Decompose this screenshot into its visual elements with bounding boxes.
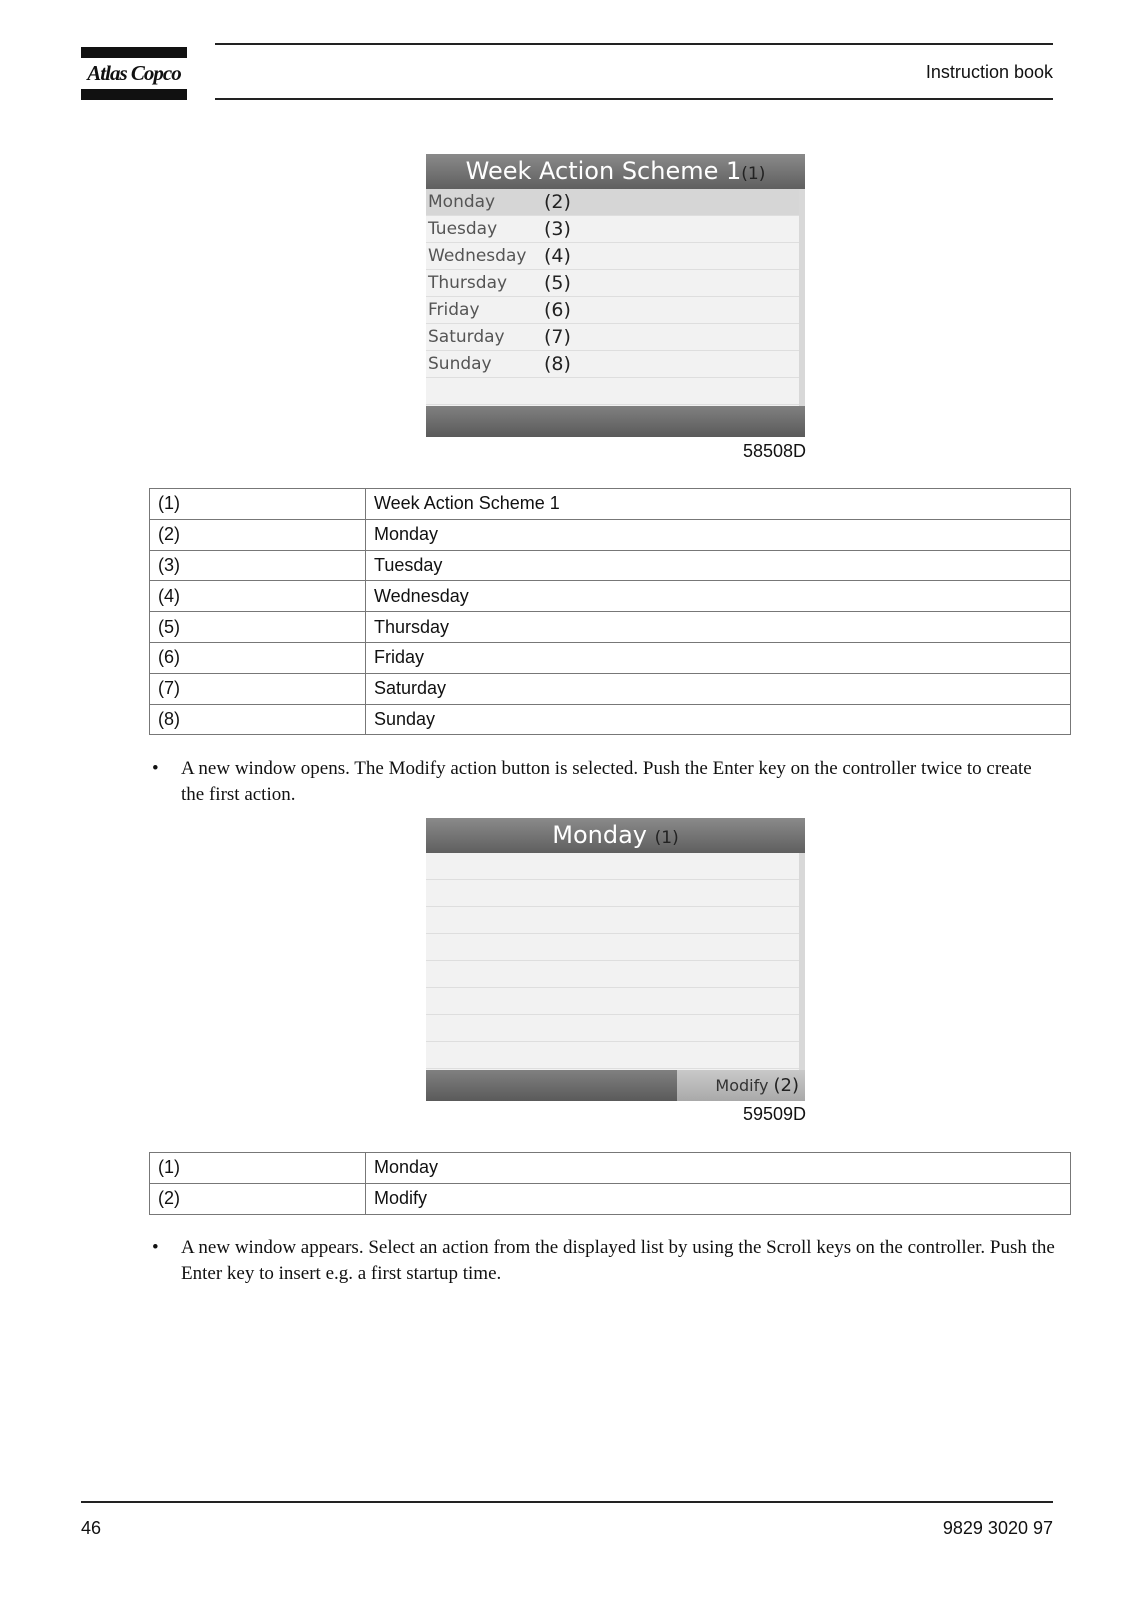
- callout-key: (7): [150, 673, 366, 704]
- bullet-dot: •: [152, 1237, 159, 1258]
- day-row[interactable]: [426, 243, 799, 270]
- scrollbar: [799, 189, 805, 406]
- header-rule-top: [215, 43, 1053, 45]
- table-row: [150, 1153, 1071, 1184]
- empty-row: [426, 853, 799, 880]
- callout-value: Monday: [366, 519, 1071, 550]
- table-row: [150, 550, 1071, 581]
- callout-value: Monday: [366, 1153, 1071, 1184]
- bullet-text: A new window appears. Select an action from the displayed list by using the Scroll keys on the controller. Push the Enter key to insert e.g. a first startup time.: [181, 1237, 1055, 1284]
- day-callout: (4): [544, 245, 571, 267]
- table-row: [150, 673, 1071, 704]
- callout-value: Sunday: [366, 704, 1071, 735]
- callout-value: Modify: [366, 1183, 1071, 1214]
- action-list: [426, 853, 805, 1069]
- modify-button[interactable]: [677, 1070, 805, 1101]
- atlas-copco-logo: [81, 47, 187, 100]
- table-row: [150, 704, 1071, 735]
- bullet-paragraph-2: [152, 1235, 1057, 1287]
- logo-text: Atlas Copco: [87, 61, 181, 85]
- callout-key: (8): [150, 704, 366, 735]
- screen-footer-bar: [426, 406, 805, 437]
- empty-row: [426, 988, 799, 1015]
- logo-bottom-bar: [81, 89, 187, 100]
- empty-row: [426, 378, 799, 405]
- screen-footer-bar: [426, 1070, 805, 1101]
- day-list: [426, 189, 805, 405]
- day-callout: (6): [544, 299, 571, 321]
- bullet-dot: •: [152, 758, 159, 779]
- table-row: [150, 642, 1071, 673]
- day-row[interactable]: [426, 324, 799, 351]
- table-row: [150, 1183, 1071, 1214]
- day-callout: (7): [544, 326, 571, 348]
- callout-value: Wednesday: [366, 581, 1071, 612]
- callout-value: Week Action Scheme 1: [366, 489, 1071, 520]
- footer-rule: [81, 1501, 1053, 1503]
- empty-row: [426, 907, 799, 934]
- callout-value: Saturday: [366, 673, 1071, 704]
- day-label: Wednesday: [428, 246, 527, 266]
- page-number: 46: [81, 1518, 102, 1538]
- callout-key: (2): [150, 1183, 366, 1214]
- monday-screen: [426, 818, 805, 1101]
- callout-key: (6): [150, 642, 366, 673]
- callout-value: Thursday: [366, 612, 1071, 643]
- header-title: Instruction book: [925, 62, 1053, 82]
- day-label: Thursday: [428, 273, 508, 293]
- callout-key: (5): [150, 612, 366, 643]
- screen-title-callout: (1): [741, 164, 766, 184]
- table-row: [150, 612, 1071, 643]
- screen-title-callout: (1): [654, 828, 679, 848]
- table-row: [150, 519, 1071, 550]
- day-callout: (5): [544, 272, 571, 294]
- callout-key: (3): [150, 550, 366, 581]
- legend-table-1: [149, 488, 1071, 735]
- day-label: Tuesday: [428, 219, 498, 239]
- screen-title-text: Week Action Scheme 1: [465, 157, 742, 185]
- empty-row: [426, 1015, 799, 1042]
- screen-title: [426, 154, 805, 189]
- callout-value: Friday: [366, 642, 1071, 673]
- table-row: [150, 581, 1071, 612]
- scrollbar: [799, 853, 805, 1070]
- empty-row: [426, 1042, 799, 1069]
- day-row[interactable]: [426, 189, 799, 216]
- callout-key: (2): [150, 519, 366, 550]
- modify-button-callout: (2): [773, 1075, 799, 1096]
- day-row[interactable]: [426, 297, 799, 324]
- day-label: Saturday: [428, 327, 505, 347]
- figure-id: 59509D: [742, 1104, 806, 1124]
- screen-title-text: Monday: [552, 821, 647, 849]
- day-label: Monday: [428, 192, 496, 212]
- day-callout: (8): [544, 353, 571, 375]
- screen-title: [426, 818, 805, 853]
- callout-key: (1): [150, 1153, 366, 1184]
- modify-button-label: Modify: [715, 1076, 769, 1095]
- document-number: 9829 3020 97: [942, 1518, 1053, 1538]
- callout-value: Tuesday: [366, 550, 1071, 581]
- legend-table-2: [149, 1152, 1071, 1215]
- header-rule-bottom: [215, 98, 1053, 100]
- day-row[interactable]: [426, 351, 799, 378]
- figure-id: 58508D: [742, 441, 806, 461]
- logo-top-bar: [81, 47, 187, 58]
- day-label: Friday: [428, 300, 480, 320]
- callout-key: (1): [150, 489, 366, 520]
- bullet-paragraph-1: [152, 756, 1057, 808]
- table-row: [150, 489, 1071, 520]
- week-action-scheme-screen: [426, 154, 805, 437]
- empty-row: [426, 880, 799, 907]
- day-callout: (3): [544, 218, 571, 240]
- callout-key: (4): [150, 581, 366, 612]
- day-row[interactable]: [426, 270, 799, 297]
- day-row[interactable]: [426, 216, 799, 243]
- empty-row: [426, 934, 799, 961]
- empty-row: [426, 961, 799, 988]
- day-callout: (2): [544, 191, 571, 213]
- bullet-text: A new window opens. The Modify action button is selected. Push the Enter key on the controller twice to create the first action.: [181, 758, 1032, 805]
- day-label: Sunday: [428, 354, 492, 374]
